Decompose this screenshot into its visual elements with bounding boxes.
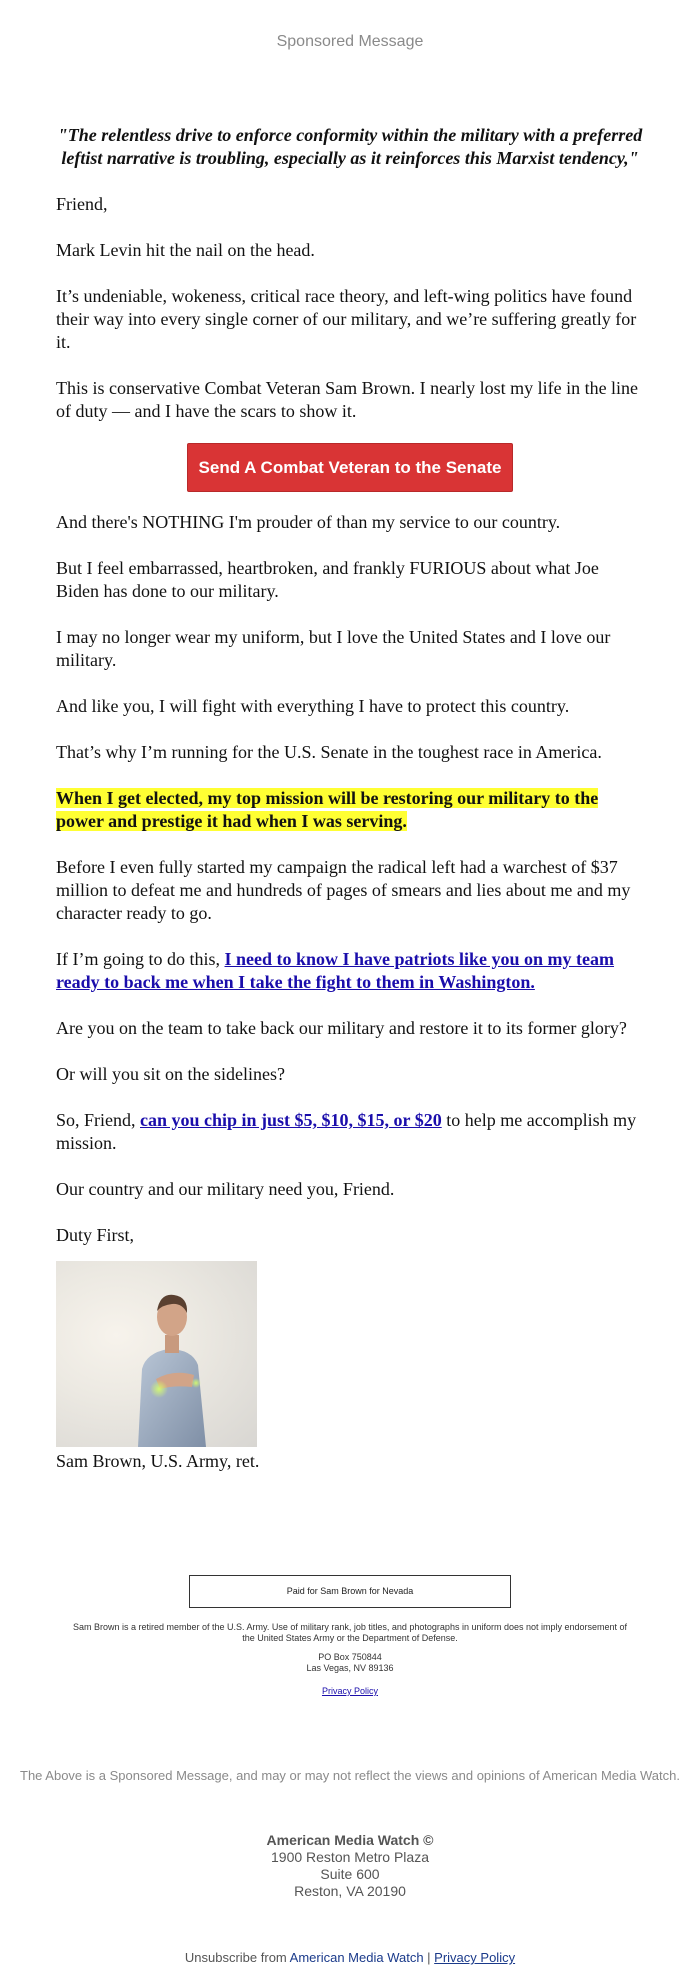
paragraph-10: Before I even fully started my campaign the radical left had a warchest of $37 million to defeat me and hundreds of pages of smears and lies about me and my character ready to go.: [56, 857, 631, 923]
paragraph-6: I may no longer wear my uniform, but I love the United States and I love our military.: [56, 627, 611, 670]
paragraph-8: That’s why I’m running for the U.S. Senate in the toughest race in America.: [56, 742, 602, 762]
paragraph-7: And like you, I will fight with everything I have to protect this country.: [56, 696, 570, 716]
paragraph-1: Mark Levin hit the nail on the head.: [56, 240, 315, 260]
patriots-team-link[interactable]: I need to know I have patriots like you on my team ready to back me when I take the fight to them in Washington.: [56, 949, 615, 992]
highlighted-mission-text: When I get elected, my top mission will be restoring our military to the power and prestige it had when I was serving.: [56, 788, 599, 831]
publisher-name: American Media Watch ©: [266, 1832, 434, 1848]
chip-in-donation-link[interactable]: can you chip in just $5, $10, $15, or $20: [140, 1110, 442, 1130]
paragraph-11-text: If I’m going to do this,: [56, 949, 225, 969]
publisher-address: [0, 1832, 700, 1900]
paid-for-box: Paid for Sam Brown for Nevada: [189, 1575, 511, 1608]
email-letter-body: [56, 124, 644, 1496]
paragraph-5: But I feel embarrassed, heartbroken, and frankly FURIOUS about what Joe Biden has done to our military.: [56, 558, 599, 601]
paragraph-9: [56, 787, 644, 833]
signoff: Duty First,: [56, 1225, 135, 1245]
publisher-city: Reston, VA 20190: [294, 1883, 406, 1899]
publisher-street: 1900 Reston Metro Plaza: [271, 1849, 429, 1865]
paragraph-11: [56, 948, 644, 994]
military-disclaimer: Sam Brown is a retired member of the U.S. Army. Use of military rank, job titles, and photographs in uniform does not imply endorsement of the United States Army or the Department of Defense.: [72, 1622, 628, 1643]
unsubscribe-brand: American Media Watch: [289, 1950, 424, 1965]
paragraph-3: This is conservative Combat Veteran Sam Brown. I nearly lost my life in the line of duty — and I have the scars to show it.: [56, 378, 639, 421]
po-box: PO Box 750844: [318, 1652, 382, 1662]
paragraph-15: Our country and our military need you, Friend.: [56, 1179, 395, 1199]
paragraph-2: It’s undeniable, wokeness, critical race theory, and left-wing politics have found their way into every single corner of our military, and we’re suffering greatly for it.: [56, 286, 637, 352]
paragraph-12: Are you on the team to take back our military and restore it to its former glory?: [56, 1018, 627, 1038]
unsubscribe-separator: |: [423, 1950, 435, 1965]
publisher-privacy-policy-link[interactable]: Privacy Policy: [434, 1950, 516, 1965]
greeting: Friend,: [56, 194, 108, 214]
send-combat-veteran-button[interactable]: Send A Combat Veteran to the Senate: [187, 443, 514, 492]
cta-wrapper: [56, 443, 644, 492]
campaign-city: Las Vegas, NV 89136: [306, 1663, 394, 1673]
paragraph-4: And there's NOTHING I'm prouder of than my service to our country.: [56, 512, 561, 532]
headline-quote: "The relentless drive to enforce conformity within the military with a preferred leftist narrative is troubling, especially as it reinforces this Marxist tendency,": [57, 125, 643, 168]
campaign-address: [0, 1652, 700, 1674]
signature: Sam Brown, U.S. Army, ret.: [56, 1451, 260, 1471]
paragraph-14: [56, 1109, 644, 1155]
campaign-privacy: [0, 1686, 700, 1696]
sponsored-message-label: Sponsored Message: [276, 33, 424, 50]
sponsored-disclaimer: The Above is a Sponsored Message, and may or may not reflect the views and opinions of American Media Watch.: [20, 1768, 680, 1783]
unsubscribe-line: [0, 1950, 700, 1965]
paragraph-14-post: to help me accomplish my mission.: [56, 1110, 637, 1153]
unsubscribe-link[interactable]: Unsubscribe from: [184, 1950, 290, 1965]
paragraph-13: Or will you sit on the sidelines?: [56, 1064, 285, 1084]
candidate-photo-illustration: [56, 1261, 257, 1447]
candidate-photo: [56, 1261, 257, 1447]
paragraph-14-pre: So, Friend,: [56, 1110, 141, 1130]
campaign-privacy-policy-link[interactable]: Privacy Policy: [321, 1686, 378, 1696]
publisher-suite: Suite 600: [320, 1866, 380, 1882]
